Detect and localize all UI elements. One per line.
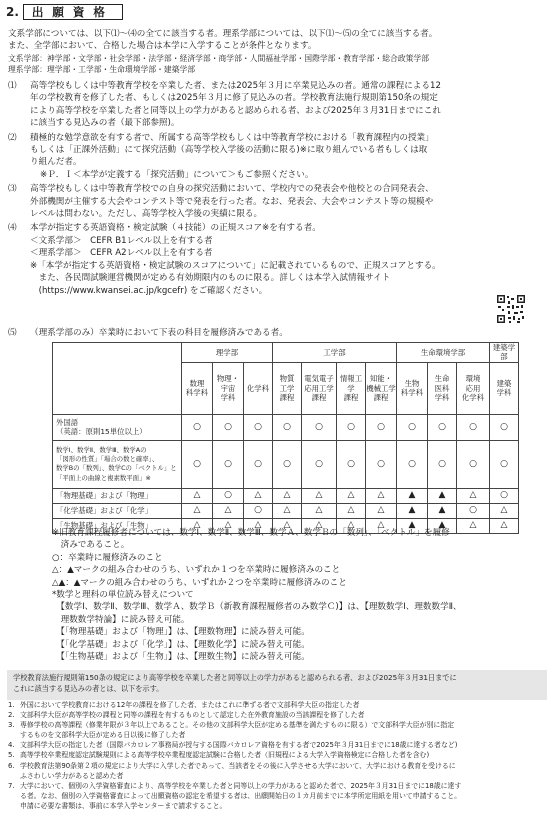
requirement-mark: ○ xyxy=(244,503,273,518)
footnote-line: 専修学校の高等課程（修業年限が３年以上であること。その他の文部科学大臣が定める基準を満たすものに限る）で文部科学大臣が別に指定 xyxy=(20,721,455,730)
requirement-mark: ○ xyxy=(273,414,302,440)
requirement-item xyxy=(8,80,553,130)
footnotes xyxy=(8,700,553,811)
item-line: に該当する見込みの者（最下部参照)。 xyxy=(30,118,180,129)
requirement-mark: ○ xyxy=(457,414,490,440)
requirement-list xyxy=(8,80,553,297)
requirement-mark: ○ xyxy=(397,414,428,440)
column-header: 生命 医科 学科 xyxy=(428,362,457,414)
requirement-mark: ○ xyxy=(337,440,366,488)
requirement-mark: ○ xyxy=(457,503,490,518)
footnote-item xyxy=(8,761,553,781)
group-header: 生命環境学部 xyxy=(397,343,490,363)
footnote-line: 学校教育法第90条第２項の規定により大学に入学した者であって、当該者をその後に入学させる大学において、大学における教育を受けるに xyxy=(20,761,456,770)
item-line: （理系学部のみ）卒業時において下表の科目を履修済みである者。 xyxy=(30,328,288,338)
substitution-line: 理数数学特論】に読み替え可能。 xyxy=(52,614,190,625)
group-header: 建築学部 xyxy=(490,343,519,363)
requirement-mark: △ xyxy=(490,503,519,518)
substitution-line: 【「物理基礎」および「物理」】は、【理数物理】に読み替え可能。 xyxy=(52,627,310,638)
footnote-number: 5. xyxy=(8,751,15,760)
table-corner xyxy=(53,343,182,415)
table-row xyxy=(53,503,519,518)
intro-line: 文系学部については、以下⑴〜⑷の全てに該当する者。理系学部については、以下⑴〜⑸の全てに該当する者。 xyxy=(8,29,438,39)
requirement-mark: ○ xyxy=(182,414,213,440)
item-number: ⑷ xyxy=(8,223,17,234)
humanities-faculties: 文系学部：神学部・文学部・社会学部・法学部・経済学部・商学部・人間福祉学部・国際学部・教育学部・総合政策学部 xyxy=(8,53,430,63)
substitution-line: 【「化学基礎」および「化学」】は、【理数化学】に読み替え可能。 xyxy=(52,639,310,650)
footnote-line: 外国において学校教育における12年の課程を修了した者、またはこれに準ずる者で文部科学大臣の指定した者 xyxy=(20,701,360,709)
substitution-line: *数学と理科の単位読み替えについて xyxy=(52,590,194,601)
item-number: ⑵ xyxy=(8,132,17,143)
item-note: (https://www.kwansei.ac.jp/kgcefr) をご確認ください。 xyxy=(30,285,268,296)
footnote-line: 高等学校卒業程度認定試験規則による高等学校卒業程度認定試験に合格した者（旧規程による大学入学資格検定に合格した者を含む) xyxy=(20,751,430,760)
substitution-line: 【「生物基礎」および「生物」】は、【理数生物】に読み替え可能。 xyxy=(52,652,310,663)
footnote-item xyxy=(8,750,553,760)
table-row xyxy=(53,488,519,503)
requirement-mark: ○ xyxy=(490,440,519,488)
table-note-line: 済みであること。 xyxy=(52,540,130,551)
table-notes xyxy=(52,527,552,663)
box-line: 学校教育法施行規則第150条の規定により高等学校を卒業した者と同等以上の学力があると認められる者、および2025年３月31日までに xyxy=(13,673,457,682)
requirement-mark: △ xyxy=(457,488,490,503)
row-header: 「化学基礎」および「化学」 xyxy=(53,503,182,518)
table-row xyxy=(53,414,519,440)
requirement-mark: ○ xyxy=(397,440,428,488)
column-header: 知能・ 機械工学 課程 xyxy=(366,362,397,414)
row-header: 「物理基礎」および「物理」 xyxy=(53,488,182,503)
row-header: 外国語 （英語：原則15単位以上） xyxy=(53,414,182,440)
footnote-line: ふさわしい学力があると認めた者 xyxy=(20,771,124,780)
legend-line: △：▲マークの組み合わせのうち、いずれか１つを卒業時に履修済みのこと xyxy=(52,565,341,576)
equivalency-box xyxy=(7,670,547,700)
box-line: これに該当する見込みの者とは、以下を示す。 xyxy=(13,683,164,693)
item-subline: ＜理系学部＞ CEFR A2レベル以上を有する者 xyxy=(30,248,213,259)
item-line: 外部機関が主催する大会やコンテスト等で発表を行った者。なお、発表会、大会やコンテスト等の規模や xyxy=(30,196,434,207)
required-subjects-table xyxy=(52,342,519,534)
requirement-mark: △ xyxy=(244,518,273,533)
requirement-mark: △ xyxy=(273,503,302,518)
column-header: 数理 科学科 xyxy=(182,362,213,414)
requirement-mark: △ xyxy=(337,488,366,503)
group-header: 理学部 xyxy=(182,343,273,363)
requirement-mark: ○ xyxy=(490,488,519,503)
requirement-mark: ○ xyxy=(302,440,337,488)
requirement-mark: ○ xyxy=(213,414,244,440)
requirement-mark: △ xyxy=(337,503,366,518)
requirement-mark: ○ xyxy=(244,440,273,488)
item-line: 年の学校教育を修了した者、もしくは2025年３月に修了見込みの者。学校教育法施行規則第150条の規定 xyxy=(30,93,438,104)
item-line: レベルは問わない。ただし、高等学校入学後の実績に限る。 xyxy=(30,209,263,220)
requirement-mark: △ xyxy=(302,488,337,503)
row-header: 数学Ⅰ、数学Ⅱ、数学Ⅲ、数学Aの 「図形の性質」「場合の数と確率」、 数学Bの「数列」、数学Cの「ベクトル」と 「平面上の曲線と複素数平面」※ xyxy=(53,440,182,488)
requirement-mark: ○ xyxy=(428,414,457,440)
requirement-mark: ○ xyxy=(490,414,519,440)
item-line: 高等学校もしくは中等教育学校を卒業した者、または2025年３月に卒業見込みの者。通常の課程による12 xyxy=(30,81,441,91)
requirement-mark: ○ xyxy=(302,414,337,440)
column-header: 情報工学 課程 xyxy=(337,362,366,414)
requirement-mark: △ xyxy=(213,518,244,533)
requirement-mark: ○ xyxy=(213,440,244,488)
requirement-mark: △ xyxy=(366,518,397,533)
table-note-line: ※旧教育課程履修者については、数学Ⅰ、数学Ⅱ、数学Ⅲ、数学Ａ、数学Ｂの「数列」、「ベクトル」を履修 xyxy=(52,528,450,538)
requirement-mark: ○ xyxy=(428,440,457,488)
requirement-mark: △ xyxy=(490,518,519,533)
requirement-mark: △ xyxy=(337,518,366,533)
requirement-mark: △ xyxy=(273,488,302,503)
item-line: 高等学校もしくは中等教育学校での自身の探究活動において、学校内での発表会や他校との合同発表会、 xyxy=(30,184,434,195)
footnote-item xyxy=(8,740,553,750)
footnote-line: 大学において、個別の入学資格審査により、高等学校を卒業した者と同等以上の学力があると認めた者で、2025年３月31日までに18歳に達す xyxy=(20,781,462,790)
requirement-mark: ○ xyxy=(273,440,302,488)
column-header: 電気電子 応用工学 課程 xyxy=(302,362,337,414)
column-header: 建築 学科 xyxy=(490,362,519,414)
requirement-mark: ○ xyxy=(213,488,244,503)
requirement-mark: ▲ xyxy=(428,518,457,533)
item-line: 積極的な勉学意欲を有する者で、所属する高等学校もしくは中等教育学校における「教育課程内の授業」 xyxy=(30,132,434,143)
item-note: また、各民間試験運営機関が定める有効期限内のものに限る。詳しくは本学入試情報サイト xyxy=(30,273,391,284)
footnote-line: る者。なお、個別の入学資格審査によって出願資格の認定を希望する者は、出願開始日の１カ月前までに本学所定用紙を用いて申請すること。 xyxy=(20,791,461,800)
requirement-mark: △ xyxy=(273,518,302,533)
intro-text xyxy=(8,28,553,76)
requirement-mark: ○ xyxy=(182,440,213,488)
section-title: 出願資格 xyxy=(23,4,123,20)
requirement-mark: △ xyxy=(366,503,397,518)
item-note: ※Ｐ．Ｉ＜本学が定義する「探究活動」について＞もご参照ください。 xyxy=(40,169,314,180)
requirement-mark: △ xyxy=(302,503,337,518)
requirement-mark: △ xyxy=(182,488,213,503)
footnote-number: 4. xyxy=(8,741,15,750)
requirement-item xyxy=(8,183,553,220)
footnote-line: するものを文部科学大臣が定める日以後に修了した者 xyxy=(20,731,186,740)
substitution-line: 【数学Ⅰ、数学Ⅱ、数学Ⅲ、数学Ａ、数学Ｂ（新教育課程履修者のみ数学Ｃ)】は、【理数数学Ⅰ、理数数学Ⅱ、 xyxy=(52,602,462,613)
requirement-mark: ○ xyxy=(366,414,397,440)
requirement-mark: ○ xyxy=(366,440,397,488)
requirement-mark: ▲ xyxy=(397,503,428,518)
item-number: ⑸ xyxy=(8,328,17,338)
requirement-mark: ○ xyxy=(457,440,490,488)
intro-line: また、全学部において、合格した場合は本学に入学することが条件となります。 xyxy=(8,41,317,52)
column-header: 物質 工学 課程 xyxy=(273,362,302,414)
footnote-line: 申請に必要な書類は、事前に本学入学センターまで請求すること。 xyxy=(20,801,227,810)
footnote-item xyxy=(8,700,553,710)
item-subline: ＜文系学部＞ CEFR B1レベル以上を有する者 xyxy=(30,235,213,246)
requirement-mark: △ xyxy=(182,518,213,533)
footnote-number: 6. xyxy=(8,761,15,770)
item-note: ※「本学が指定する英語資格・検定試験のスコアについて」に記載されているもので、正規スコアとする。 xyxy=(30,260,441,271)
footnote-number: 2. xyxy=(8,711,15,720)
table-row xyxy=(53,440,519,488)
item-number: ⑶ xyxy=(8,184,17,195)
legend-line: ○：卒業時に履修済みのこと xyxy=(52,552,163,563)
footnote-item xyxy=(8,781,553,811)
item-line: り組んだ者。 xyxy=(30,157,82,168)
requirement-mark: △ xyxy=(244,488,273,503)
requirement-item xyxy=(8,132,553,182)
requirement-item-5 xyxy=(8,327,553,339)
requirement-mark: ▲ xyxy=(397,518,428,533)
footnote-item xyxy=(8,710,553,720)
requirement-mark: △ xyxy=(457,518,490,533)
item-number: ⑴ xyxy=(8,81,17,91)
requirement-mark: △ xyxy=(213,503,244,518)
footnote-number: 1. xyxy=(8,701,15,709)
requirement-item xyxy=(8,222,553,296)
footnote-number: 7. xyxy=(8,781,15,790)
group-header: 工学部 xyxy=(273,343,397,363)
requirement-mark: ▲ xyxy=(428,488,457,503)
column-header: 環境 応用 化学科 xyxy=(457,362,490,414)
row-header: 「生物基礎」および「生物」 xyxy=(53,518,182,533)
column-header: 化学科 xyxy=(244,362,273,414)
item-line: 本学が指定する英語資格・検定試験（４技能）の正規スコア※を有する者。 xyxy=(30,223,321,234)
section-heading xyxy=(6,4,123,20)
column-header: 物理・ 宇宙 学科 xyxy=(213,362,244,414)
item-line: により高等学校を卒業した者と同等以上の学力があると認められる者、および2025年３月31日までにこれ xyxy=(30,105,441,116)
column-header: 生物 科学科 xyxy=(397,362,428,414)
footnote-line: 文部科学大臣の指定した者（国際バカロレア事務局が授与する国際バカロレア資格を有する者で2025年３月31日までに18歳に達する者など) xyxy=(20,741,458,750)
requirement-mark: ▲ xyxy=(428,503,457,518)
requirement-mark: ○ xyxy=(337,414,366,440)
section-number: 2. xyxy=(6,5,19,19)
legend-line: △▲：▲マークの組み合わせのうち、いずれか２つを卒業時に履修済みのこと xyxy=(52,577,347,588)
requirement-mark: △ xyxy=(302,518,337,533)
requirement-mark: ▲ xyxy=(397,488,428,503)
science-faculties: 理系学部：理学部・工学部・生命環境学部・建築学部 xyxy=(8,65,196,75)
footnote-number: 3. xyxy=(8,721,15,730)
footnote-line: 文部科学大臣が高等学校の課程と同等の課程を有するものとして認定した在外教育施設の当該課程を修了した者 xyxy=(20,711,365,720)
item-line: もしくは「正課外活動」にて探究活動（高等学校入学後の活動に限る)※に取り組んでいる者もしくは取 xyxy=(30,145,428,156)
requirement-mark: △ xyxy=(182,503,213,518)
requirement-mark: △ xyxy=(366,488,397,503)
requirement-mark: ○ xyxy=(244,414,273,440)
footnote-item xyxy=(8,720,553,740)
qr-code-icon[interactable] xyxy=(496,294,526,324)
